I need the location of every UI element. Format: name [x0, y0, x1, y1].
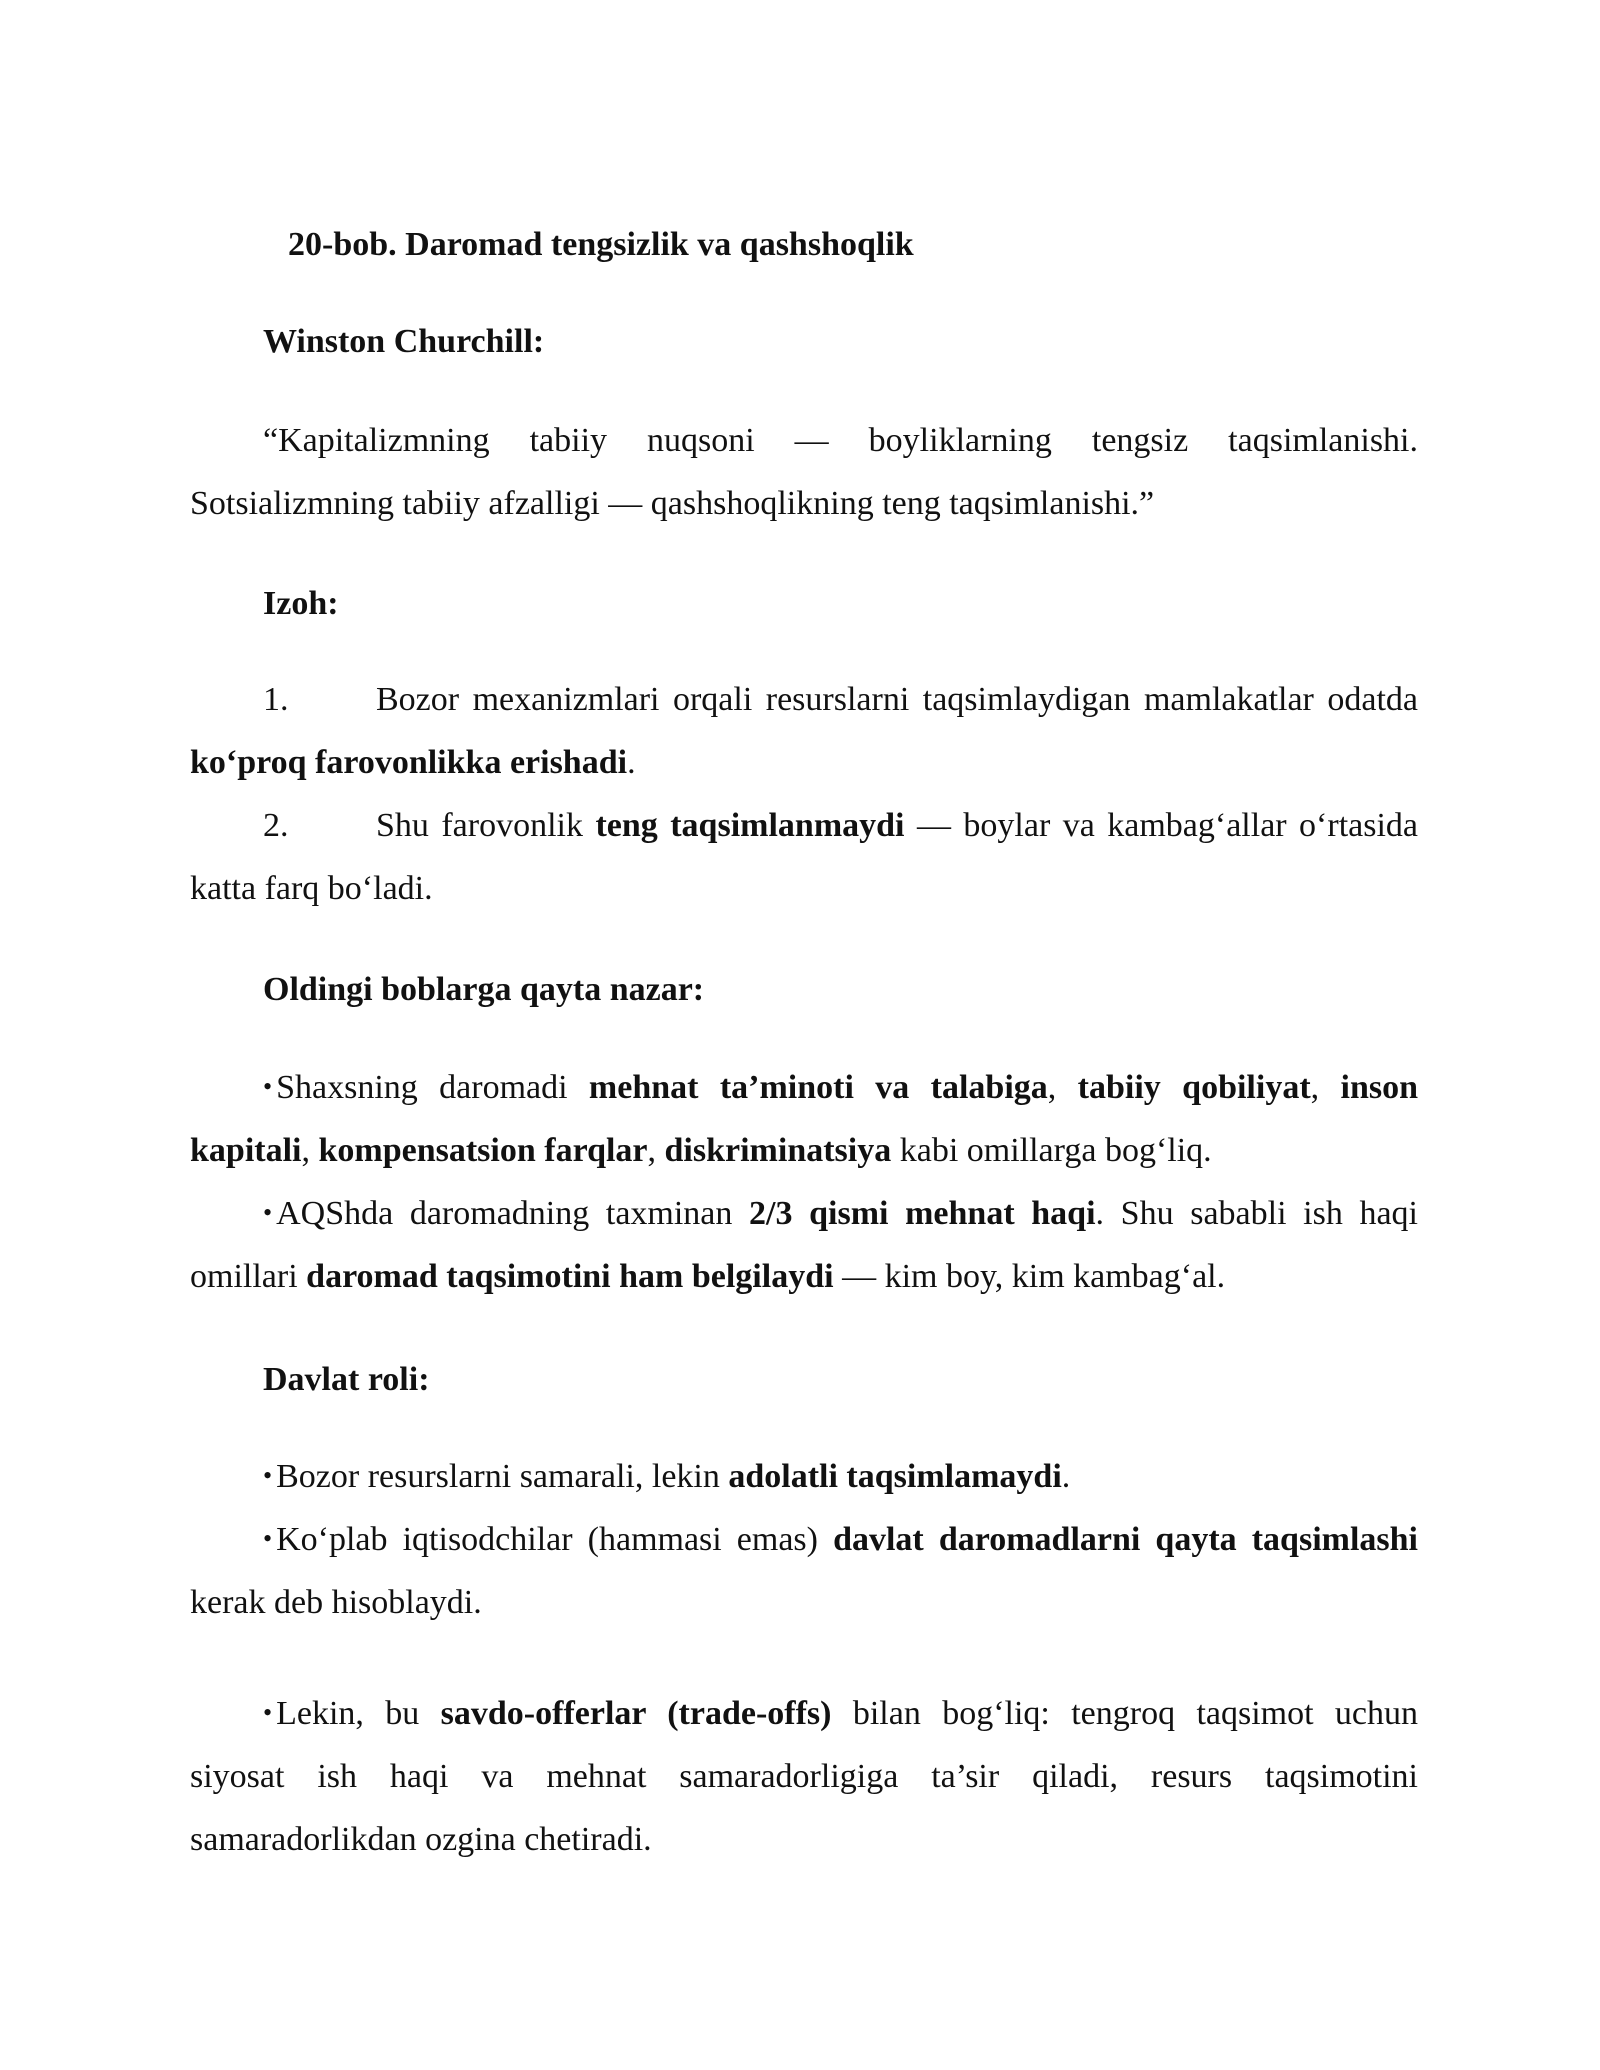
state-bullet-1: [190, 1444, 1418, 1508]
bullet-icon: •: [263, 1524, 273, 1553]
bullet-text: kerak deb hisoblaydi.: [190, 1584, 482, 1621]
bullet-bold: adolatli taqsimlamaydi: [728, 1458, 1062, 1495]
state-bullet-3: [190, 1681, 1418, 1871]
bullet-text: . Shu sababli ish haqi omillari: [190, 1195, 1418, 1295]
chapter-title: 20-bob. Daromad tengsizlik va qashshoqlik: [288, 226, 914, 263]
bullet-text: kabi omillarga bog‘liq.: [891, 1132, 1212, 1169]
bullet-text: ,: [1047, 1069, 1078, 1106]
bullet-icon: •: [263, 1461, 273, 1490]
review-heading: Oldingi boblarga qayta nazar:: [263, 971, 705, 1008]
state-heading: Davlat roli:: [263, 1361, 430, 1398]
author-colon: :: [532, 323, 545, 360]
bullet-bold: 2/3 qismi mehnat haqi: [749, 1195, 1096, 1232]
izoh-heading: Izoh:: [263, 585, 339, 622]
quote-paragraph: “Kapitalizmning tabiiy nuqsoni — boyliklarning tengsiz taqsimlanishi. Sotsializmning tabiiy afzalligi — qashshoqlikning teng taqsimlanishi.”: [190, 422, 1418, 522]
bullet-text: ,: [301, 1132, 319, 1169]
numbered-item-2: [190, 794, 1418, 920]
bullet-bold: diskriminatsiya: [664, 1132, 892, 1169]
bullet-bold: davlat daromadlarni qayta taqsimlashi: [833, 1521, 1419, 1558]
item-bold: teng taqsimlanmaydi: [595, 807, 905, 844]
quote-author: [263, 320, 544, 364]
review-bullet-2: [190, 1181, 1418, 1308]
bullet-bold: tabiiy qobiliyat: [1077, 1069, 1311, 1106]
state-bullet-2: [190, 1507, 1418, 1634]
item-bold: ko‘proq farovonlikka erishadi: [190, 744, 628, 781]
item-number: 1.: [263, 681, 289, 718]
bullet-bold: savdo-offerlar (trade-offs): [440, 1695, 832, 1732]
bullet-bold: kompensatsion farqlar: [318, 1132, 648, 1169]
bullet-text: Ko‘plab iqtisodchilar (hammasi emas): [276, 1521, 834, 1558]
bullet-text: .: [1061, 1458, 1071, 1495]
bullet-icon: •: [263, 1198, 273, 1227]
bullet-icon: •: [263, 1072, 273, 1101]
author-name: Winston Churchill: [263, 323, 533, 360]
item-text: Bozor mexanizmlari orqali resurslarni taqsimlaydigan mamlakatlar odatda: [376, 681, 1418, 718]
bullet-text: Lekin, bu: [276, 1695, 441, 1732]
bullet-text: AQShda daromadning taxminan: [276, 1195, 750, 1232]
bullet-text: Bozor resurslarni samarali, lekin: [276, 1458, 729, 1495]
bullet-bold: daromad taqsimotini ham belgilaydi: [306, 1258, 834, 1295]
bullet-text: bilan bog‘liq: tengroq taqsimot uchun siyosat ish haqi va mehnat samaradorligiga ta’sir qiladi, resurs taqsimotini samaradorlikdan ozgina chetiradi.: [190, 1695, 1419, 1858]
bullet-bold: inson kapitali: [190, 1069, 1419, 1169]
bullet-text: Shaxsning daromadi: [276, 1069, 589, 1106]
bullet-text: — kim boy, kim kambag‘al.: [833, 1258, 1226, 1295]
bullet-icon: •: [263, 1698, 273, 1727]
item-text: .: [627, 744, 636, 781]
item-text: Shu farovonlik: [376, 807, 596, 844]
review-bullet-1: [190, 1055, 1418, 1182]
bullet-bold: mehnat ta’minoti va talabiga: [588, 1069, 1048, 1106]
item-number: 2.: [263, 807, 289, 844]
bullet-text: ,: [1310, 1069, 1341, 1106]
bullet-text: ,: [647, 1132, 665, 1169]
item-text: — boylar va kambag‘allar o‘rtasida katta farq bo‘ladi.: [190, 807, 1419, 907]
numbered-item-1: [190, 668, 1418, 794]
